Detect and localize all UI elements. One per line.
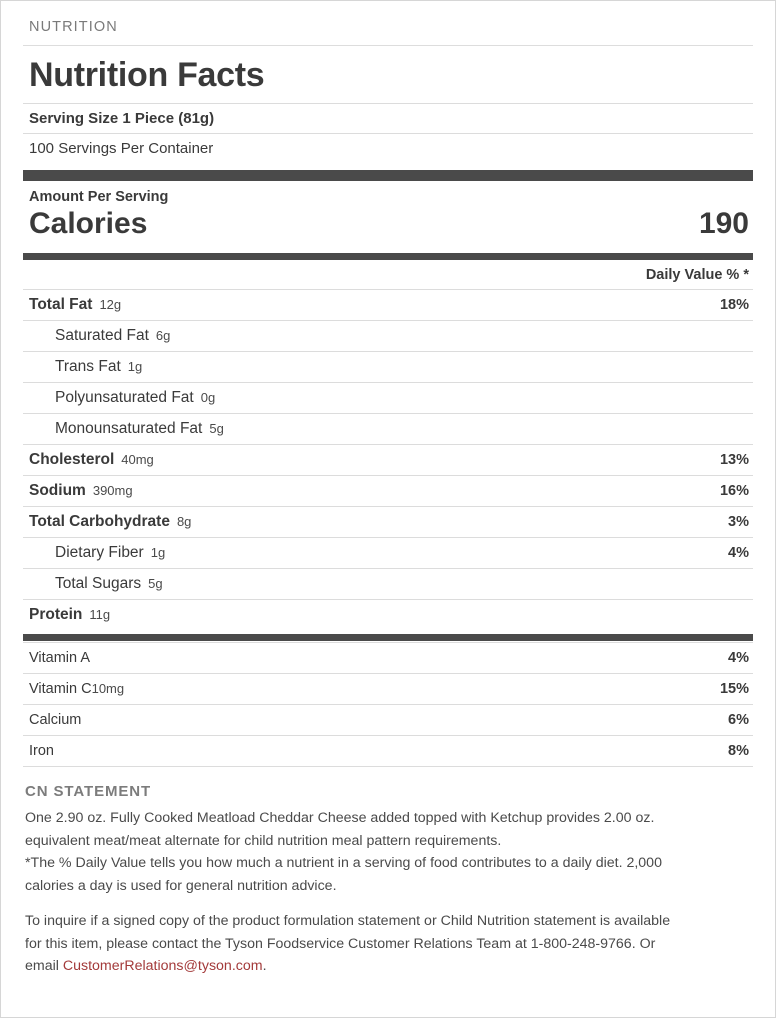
- vitamin-name: Iron: [29, 743, 54, 759]
- nutrient-amount: 390mg: [92, 483, 133, 498]
- nutrient-dv: 16%: [719, 483, 749, 499]
- cn-statement-line-1: One 2.90 oz. Fully Cooked Meatload Cheddar Cheese added topped with Ketchup provides 2.00 oz.: [25, 810, 655, 826]
- daily-value-footnote-line-1: *The % Daily Value tells you how much a nutrient in a serving of food contributes to a daily diet. 2,000: [25, 855, 662, 872]
- vitamin-name: Calcium: [29, 712, 82, 728]
- cn-statement-heading: CN STATEMENT: [25, 783, 152, 800]
- vitamin-dv: 8%: [728, 743, 749, 759]
- nutrient-name: Protein: [29, 606, 83, 623]
- nutrient-amount: 40mg: [121, 452, 154, 467]
- divider-thick-bottom: [23, 634, 753, 641]
- nutrient-amount: 5g: [148, 576, 163, 591]
- table-row: [23, 444, 753, 475]
- table-row: [23, 735, 753, 766]
- table-row: [23, 382, 753, 413]
- table-row: [23, 537, 753, 568]
- divider-thick-mid: [23, 253, 753, 260]
- table-row: [23, 351, 753, 382]
- servings-per-container: 100 Servings Per Container: [23, 133, 753, 164]
- calories-value: 190: [698, 207, 749, 240]
- paragraph-spacer: [23, 897, 753, 911]
- nutrient-name: Saturated Fat: [55, 327, 149, 344]
- page-title: Nutrition Facts: [29, 56, 265, 94]
- section-eyebrow: NUTRITION: [23, 15, 753, 46]
- table-row: [23, 704, 753, 735]
- divider-thick-top: [23, 170, 753, 181]
- nutrient-amount: 5g: [209, 421, 224, 436]
- nutrient-dv: 3%: [728, 514, 749, 530]
- vitamin-amount: 10mg: [91, 681, 125, 696]
- nutrient-amount: 11g: [89, 607, 111, 622]
- vitamin-dv: 4%: [728, 650, 749, 666]
- nutrient-name: Monounsaturated Fat: [55, 420, 203, 437]
- vitamin-dv: 6%: [728, 712, 749, 728]
- nutrient-name: Total Carbohydrate: [29, 513, 170, 530]
- nutrient-name: Sodium: [29, 482, 86, 499]
- nutrient-dv: 13%: [719, 452, 749, 468]
- nutrient-amount: 12g: [99, 297, 122, 312]
- nutrient-name: Trans Fat: [55, 358, 121, 375]
- table-row: [23, 568, 753, 599]
- table-row: [23, 413, 753, 444]
- customer-relations-email-link[interactable]: CustomerRelations@tyson.com: [62, 958, 263, 975]
- nutrient-list: [23, 289, 753, 630]
- nutrient-dv: 4%: [728, 545, 749, 561]
- nutrient-name: Total Sugars: [55, 575, 142, 592]
- amount-per-serving-label: Amount Per Serving: [29, 189, 169, 205]
- nutrient-amount: 0g: [200, 390, 216, 405]
- nutrient-name: Cholesterol: [29, 451, 115, 468]
- nutrient-amount: 1g: [150, 545, 166, 560]
- table-row: [23, 673, 753, 704]
- contact-line-3: [23, 955, 753, 978]
- nutrient-amount: 6g: [155, 328, 171, 343]
- contact-line-2: for this item, please contact the Tyson Foodservice Customer Relations Team at 1-800-248-9766. Or: [25, 935, 656, 952]
- table-row: [23, 506, 753, 537]
- nutrient-amount: 1g: [127, 359, 143, 374]
- table-row: [23, 320, 753, 351]
- cn-statement-line-2: equivalent meat/meat alternate for child nutrition meal pattern requirements.: [25, 832, 502, 849]
- calories-label: Calories: [29, 207, 148, 240]
- contact-email-prefix: email: [25, 958, 63, 975]
- nutrient-name: Total Fat: [29, 296, 93, 313]
- vitamin-list: [23, 641, 753, 766]
- serving-size: Serving Size 1 Piece (81g): [23, 103, 753, 133]
- calories-row: [23, 207, 753, 249]
- vitamin-dv: 15%: [719, 681, 749, 697]
- daily-value-header: Daily Value % *: [645, 267, 749, 283]
- table-row: [23, 289, 753, 320]
- vitamin-name: Vitamin A: [29, 650, 90, 666]
- contact-email-suffix: .: [262, 958, 267, 975]
- nutrient-dv: 18%: [719, 297, 749, 313]
- nutrient-name: Polyunsaturated Fat: [55, 389, 194, 406]
- daily-value-footnote-line-2: calories a day is used for general nutrition advice.: [25, 877, 337, 894]
- contact-line-1: To inquire if a signed copy of the product formulation statement or Child Nutrition statement is available: [25, 913, 671, 930]
- nutrient-amount: 8g: [176, 514, 192, 529]
- nutrient-name: Dietary Fiber: [55, 544, 144, 561]
- table-row: [23, 475, 753, 506]
- table-row: [23, 642, 753, 673]
- vitamin-name: Vitamin C: [29, 681, 92, 697]
- table-row: [23, 599, 753, 630]
